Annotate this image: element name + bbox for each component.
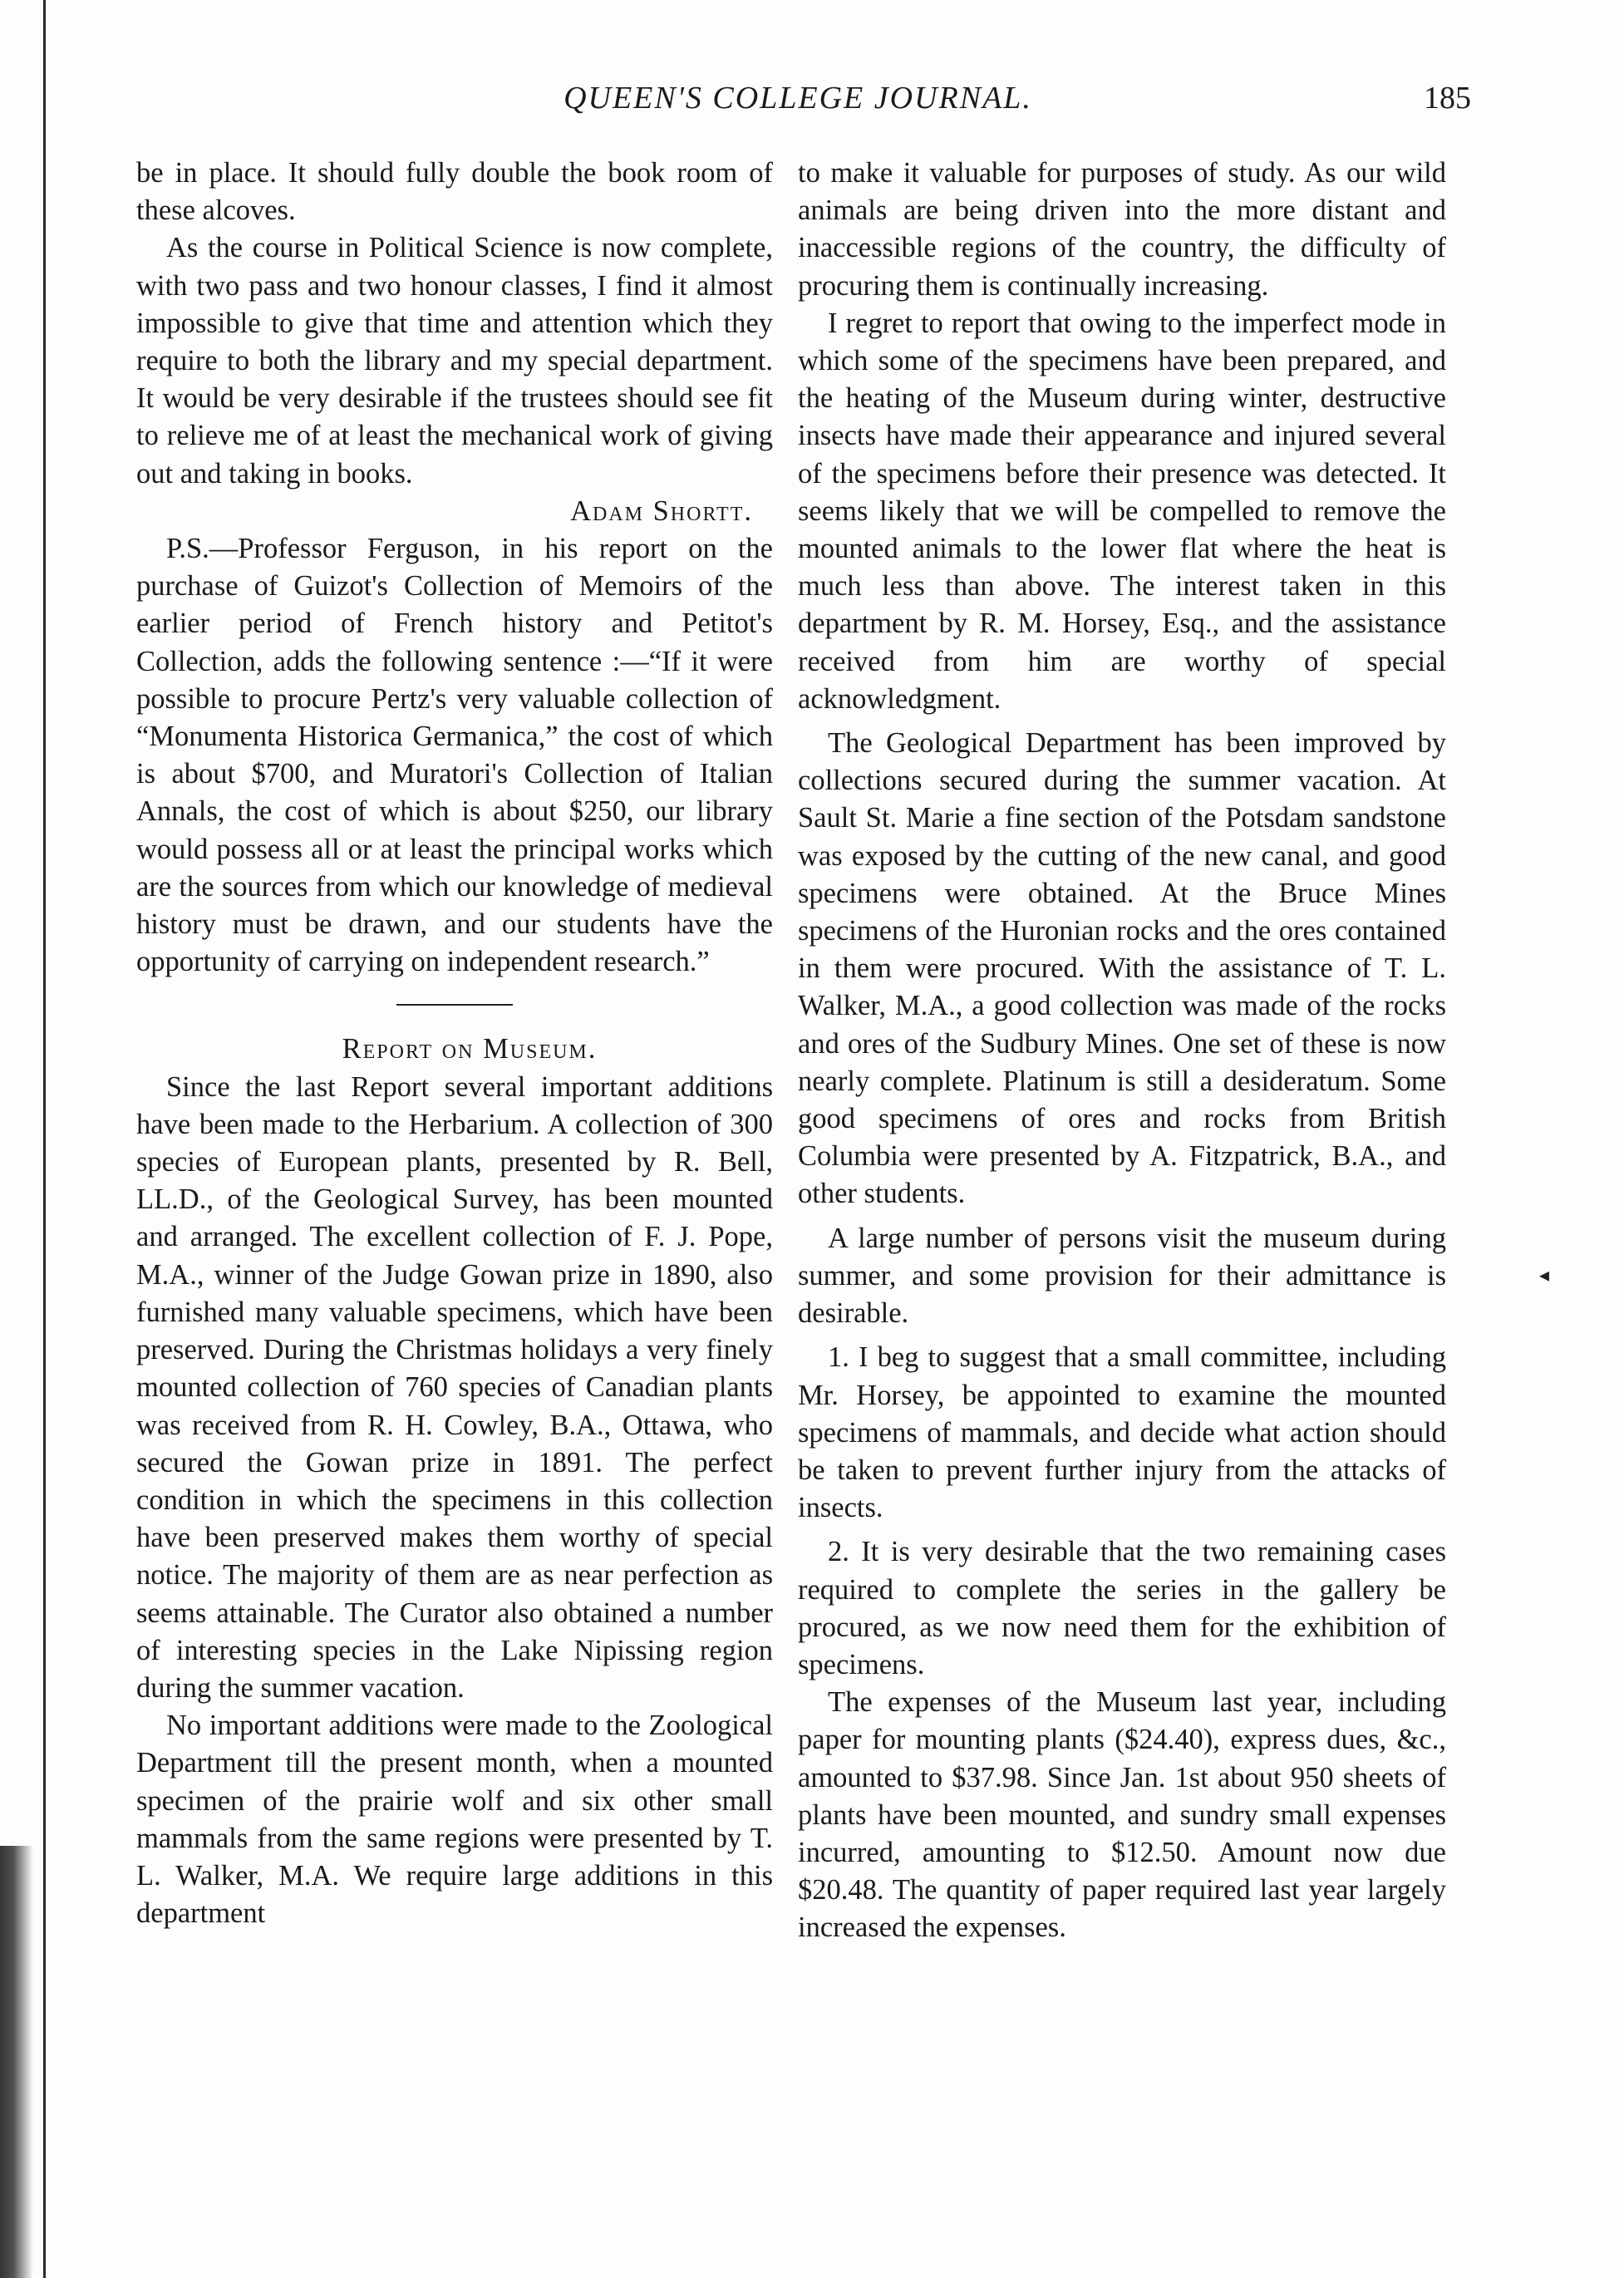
signature: Adam Shortt. — [570, 494, 753, 527]
paragraph-geological: The Geological Department has been improved by collections secured during the summer vacation. At Sault St. Marie a fine section of the Potsdam sandstone was exposed by the cutting of the new canal, and good specimens were obtained. At the Bruce Mines specimens of the Huronian rocks and the ores contained in them were procured. With the assistance of T. L. Walker, M.A., a good collection was made of the rocks and ores of the Sudbury Mines. One set of these is now nearly complete. Platinum is still a desideratum. Some good specimens of ores and rocks from British Columbia were presented by A. Fitzpatrick, B.A., and other students. — [798, 727, 1446, 1210]
margin-mark: ◂ — [1538, 1265, 1549, 1287]
section-divider — [396, 1004, 513, 1006]
right-column — [798, 155, 1446, 1947]
paragraph-political-science: As the course in Political Science is now complete, with two pass and two honour classes, I find it almost impossible to give that time and attention which they require to both the library and my special department. It would be very desirable if the trustees should see fit to relieve me of at least the mechanical work of giving out and taking in books. — [136, 232, 773, 490]
paragraph-postscript: P.S.—Professor Ferguson, in his report on the purchase of Guizot's Collection of Memoirs of the earlier period of French history and Petitot's Collection, adds the following sentence :—“If it were possible to procure Pertz's very valuable collection of “Monumenta Historica Germanica,” the cost of which is about $700, and Muratori's Collection of Italian Annals, the cost of which is about $250, our library would possess all or at least the principal works which are the sources from which our knowledge of medieval history must be drawn, and our students have the opportunity of carrying on independent research.” — [136, 533, 773, 978]
paragraph-herbarium: Since the last Report several important additions have been made to the Herbarium. A collection of 300 species of European plants, presented by R. Bell, LL.D., of the Geological Survey, has been mounted and arranged. The excellent collection of F. J. Pope, M.A., winner of the Judge Gowan prize in 1890, also furnished many valuable specimens, which have been preserved. During the Christmas holidays a very finely mounted collection of 760 species of Canadian plants was received from R. H. Cowley, B.A., Ottawa, who secured the Gowan prize in 1891. The perfect condition in which the specimens in this collection have been preserved makes them worthy of special notice. The majority of them are as near perfection as seems attainable. The Curator also obtained a number of interesting species in the Lake Nipissing region during the summer vacation. — [136, 1070, 773, 1704]
paragraph-study-purposes: to make it valuable for purposes of study. As our wild animals are being driven into the more distant and inaccessible regions of the country, the difficulty of procuring them is continually increasing. — [798, 157, 1446, 302]
page-header — [125, 80, 1471, 130]
page-number: 185 — [1424, 81, 1471, 116]
paragraph-zoological: No important additions were made to the Zoological Department till the present month, when a mounted specimen of the prairie wolf and six other small mammals from the same regions were presented by T. L. Walker, M.A. We require large additions in this department — [136, 1710, 773, 1930]
paragraph-book-room: be in place. It should fully double the book room of these alcoves. — [136, 157, 773, 227]
running-title: QUEEN'S COLLEGE JOURNAL. — [563, 81, 1032, 116]
paragraph-recommendation-1: 1. I beg to suggest that a small committee, including Mr. Horsey, be appointed to examine the mounted specimens of mammals, and decide what action should be taken to prevent further injury from the attacks of insects. — [798, 1341, 1446, 1524]
page-scan-shadow — [0, 1846, 33, 2278]
paragraph-recommendation-2: 2. It is very desirable that the two remaining cases required to complete the series in the gallery be procured, as we now need them for the exhibition of specimens. — [798, 1536, 1446, 1680]
section-heading: Report on Museum. — [342, 1033, 598, 1065]
paragraph-visitors: A large number of persons visit the museum during summer, and some provision for their admittance is desirable. — [798, 1222, 1446, 1330]
page-binding-edge — [43, 0, 46, 2278]
paragraph-insects: I regret to report that owing to the imperfect mode in which some of the specimens have been prepared, and the heating of the Museum during winter, destructive insects have made their appearance and injured several of the specimens before their presence was detected. It seems likely that we will be compelled to remove the mounted animals to the lower flat where the heat is much less than above. The interest taken in this department by R. M. Horsey, Esq., and the assistance received from him are worthy of special acknowledgment. — [798, 307, 1446, 715]
left-column — [136, 155, 773, 1932]
paragraph-expenses: The expenses of the Museum last year, including paper for mounting plants ($24.40), express dues, &c., amounted to $37.98. Since Jan. 1st about 950 sheets of plants have been mounted, and sundry small expenses incurred, amounting to $12.50. Amount now due $20.48. The quantity of paper required last year largely increased the expenses. — [798, 1686, 1446, 1944]
